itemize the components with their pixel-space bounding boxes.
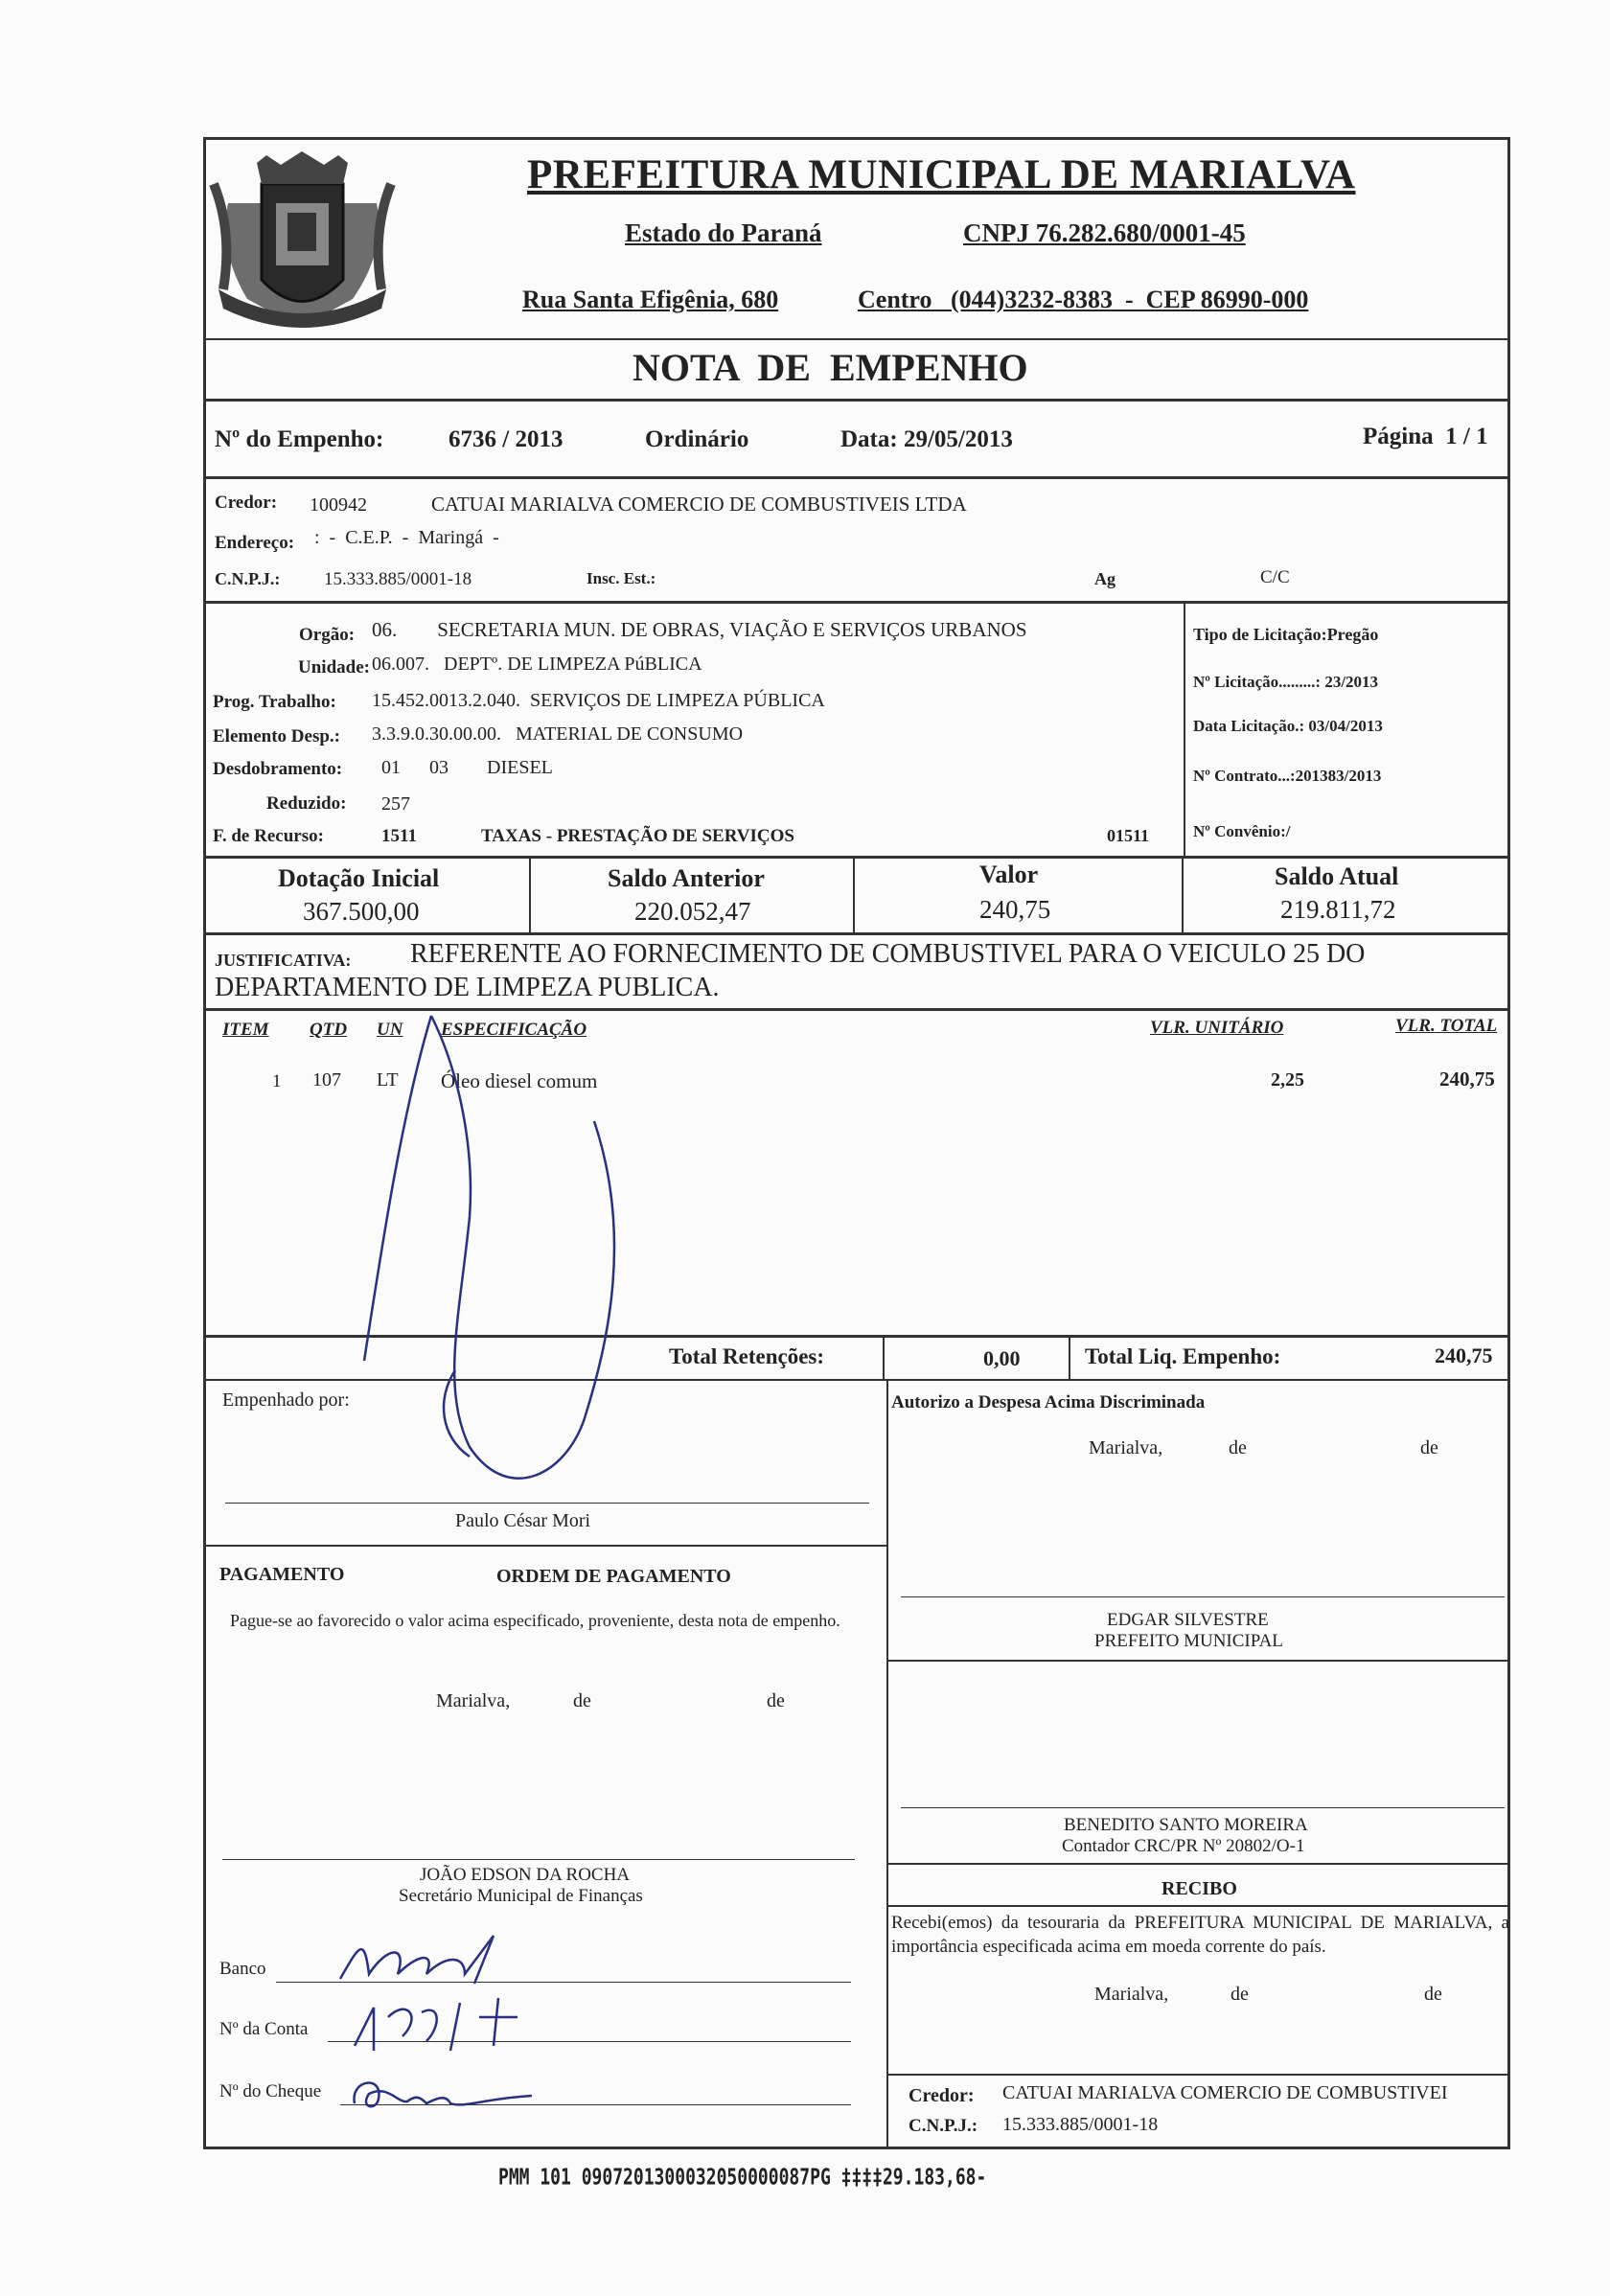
recibo-title: RECIBO bbox=[1162, 1878, 1237, 1899]
header-cnpj: CNPJ 76.282.680/0001-45 bbox=[963, 218, 1246, 247]
secretario-role: Secretário Municipal de Finanças bbox=[399, 1886, 643, 1906]
secretario-name: JOÃO EDSON DA ROCHA bbox=[420, 1865, 631, 1885]
col-un: UN bbox=[377, 1020, 403, 1040]
liq-empenho-value: 240,75 bbox=[1435, 1343, 1493, 1367]
cnpj-label: C.N.P.J.: bbox=[215, 569, 281, 588]
document-title: NOTA DE EMPENHO bbox=[632, 346, 1028, 389]
valor-value: 240,75 bbox=[979, 895, 1051, 924]
empenho-number: 6736 / 2013 bbox=[448, 426, 564, 452]
desdobramento-label: Desdobramento: bbox=[213, 759, 343, 779]
col-vlr-total: VLR. TOTAL bbox=[1395, 1016, 1498, 1036]
recurso-desc: TAXAS - PRESTAÇÃO DE SERVIÇOS bbox=[481, 826, 794, 846]
credor-cnpj: 15.333.885/0001-18 bbox=[324, 569, 472, 589]
insc-est-label: Insc. Est.: bbox=[586, 569, 656, 587]
retencoes-label: Total Retenções: bbox=[669, 1344, 825, 1368]
orgao-label: Orgão: bbox=[299, 625, 356, 645]
empenhado-por-label: Empenhado por: bbox=[222, 1389, 350, 1411]
recibo-text: Recebi(emos) da tesouraria da PREFEITURA MUNICIPAL DE MARIALVA, a importância especificada acima em moeda corrente do país. bbox=[891, 1913, 1509, 1957]
cheque-signature bbox=[340, 2065, 551, 2118]
state-name: Estado do Paraná bbox=[625, 218, 822, 247]
ag-label: Ag bbox=[1094, 569, 1116, 588]
desdobramento: 01 03 DIESEL bbox=[381, 757, 553, 778]
banco-label: Banco bbox=[219, 1959, 266, 1979]
pagamento-place: Marialva, bbox=[436, 1690, 511, 1711]
header-address: Rua Santa Efigênia, 680 bbox=[522, 286, 779, 313]
recibo-place: Marialva, bbox=[1094, 1984, 1169, 2005]
autorizo-de2: de bbox=[1420, 1437, 1438, 1458]
header-address-rest: Centro (044)3232-8383 - CEP 86990-000 bbox=[858, 286, 1309, 313]
footer-code: PMM 101 0907201300032050000087PG ‡‡‡‡29.183,68- bbox=[498, 2164, 987, 2192]
saldo-atual-label: Saldo Atual bbox=[1275, 862, 1399, 890]
recurso-code: 01511 bbox=[1107, 826, 1150, 845]
elemento-label: Elemento Desp.: bbox=[213, 726, 340, 746]
item-vlr-unitario: 2,25 bbox=[1271, 1069, 1304, 1091]
justificativa-line2: DEPARTAMENTO DE LIMPEZA PUBLICA. bbox=[215, 973, 720, 1002]
pagamento-text: Pague-se ao favorecido o valor acima especificado, proveniente, desta nota de empenho. bbox=[230, 1611, 840, 1630]
page-number: Página 1 / 1 bbox=[1363, 424, 1488, 449]
municipality-title: PREFEITURA MUNICIPAL DE MARIALVA bbox=[527, 152, 1356, 197]
recurso: 1511 bbox=[381, 826, 417, 846]
account-signature bbox=[335, 1988, 565, 2060]
justificativa-label: JUSTIFICATIVA: bbox=[215, 951, 352, 970]
numero-contrato: Nº Contrato...:201383/2013 bbox=[1193, 767, 1382, 785]
col-item: ITEM bbox=[222, 1020, 269, 1040]
col-qtd: QTD bbox=[310, 1020, 348, 1040]
autorizo-label: Autorizo a Despesa Acima Discriminada bbox=[891, 1392, 1206, 1412]
recibo-de1: de bbox=[1230, 1984, 1249, 2005]
empenho-number-label: Nº do Empenho: bbox=[215, 426, 384, 452]
numero-convenio: Nº Convênio:/ bbox=[1193, 822, 1291, 840]
empenho-type: Ordinário bbox=[645, 426, 749, 452]
handwritten-signature-mark bbox=[345, 997, 652, 1495]
recurso-label: F. de Recurso: bbox=[213, 826, 324, 846]
item-vlr-total: 240,75 bbox=[1439, 1068, 1495, 1091]
dotacao-label: Dotação Inicial bbox=[278, 864, 440, 892]
cheque-label: Nº do Cheque bbox=[219, 2081, 322, 2101]
prog-trabalho: 15.452.0013.2.040. SERVIÇOS DE LIMPEZA PÚBLICA bbox=[372, 690, 825, 711]
bank-signature bbox=[331, 1926, 513, 1993]
pagamento-de2: de bbox=[767, 1690, 785, 1711]
col-especificacao: ESPECIFICAÇÃO bbox=[441, 1020, 587, 1040]
item-especificacao: Óleo diesel comum bbox=[441, 1069, 598, 1092]
rodape-credor-label: Credor: bbox=[908, 2085, 975, 2106]
recibo-de2: de bbox=[1424, 1984, 1442, 2005]
credor-label: Credor: bbox=[215, 493, 278, 513]
data-licitacao: Data Licitação.: 03/04/2013 bbox=[1193, 717, 1383, 735]
pagamento-label: PAGAMENTO bbox=[219, 1564, 345, 1585]
numero-licitacao: Nº Licitação.........: 23/2013 bbox=[1193, 673, 1379, 691]
retencoes-value: 0,00 bbox=[983, 1346, 1021, 1370]
reduzido: 257 bbox=[381, 793, 410, 815]
item-number: 1 bbox=[272, 1071, 282, 1091]
contador-name: BENEDITO SANTO MOREIRA bbox=[1064, 1815, 1308, 1835]
empenho-date: Data: 29/05/2013 bbox=[840, 426, 1013, 452]
col-vlr-unitario: VLR. UNITÁRIO bbox=[1150, 1018, 1284, 1038]
dotacao-value: 367.500,00 bbox=[303, 897, 420, 926]
prefeito-name: EDGAR SILVESTRE bbox=[1107, 1610, 1269, 1630]
credor-code: 100942 bbox=[310, 494, 367, 516]
rodape-cnpj: 15.333.885/0001-18 bbox=[1002, 2114, 1159, 2135]
conta-label: Nº da Conta bbox=[219, 2019, 309, 2039]
valor-label: Valor bbox=[979, 861, 1039, 888]
unidade: 06.007. DEPTº. DE LIMPEZA PúBLICA bbox=[372, 654, 702, 675]
tipo-licitacao: Tipo de Licitação:Pregão bbox=[1193, 625, 1379, 644]
empenhado-por-name: Paulo César Mori bbox=[455, 1510, 591, 1531]
justificativa-line1: REFERENTE AO FORNECIMENTO DE COMBUSTIVEL PARA O VEICULO 25 DO bbox=[410, 939, 1366, 969]
unidade-label: Unidade: bbox=[298, 657, 370, 677]
cc-label: C/C bbox=[1260, 567, 1290, 587]
liq-empenho-label: Total Liq. Empenho: bbox=[1085, 1344, 1281, 1368]
contador-role: Contador CRC/PR Nº 20802/O-1 bbox=[1062, 1836, 1305, 1856]
rodape-credor-name: CATUAI MARIALVA COMERCIO DE COMBUSTIVEI bbox=[1002, 2082, 1448, 2103]
saldo-anterior-value: 220.052,47 bbox=[634, 897, 751, 926]
item-un: LT bbox=[377, 1069, 399, 1091]
orgao: 06. SECRETARIA MUN. DE OBRAS, VIAÇÃO E SERVIÇOS URBANOS bbox=[372, 618, 1027, 641]
address-label: Endereço: bbox=[215, 533, 295, 553]
ordem-pagamento-label: ORDEM DE PAGAMENTO bbox=[496, 1566, 731, 1587]
saldo-atual-value: 219.811,72 bbox=[1280, 895, 1396, 924]
prefeito-role: PREFEITO MUNICIPAL bbox=[1094, 1631, 1283, 1651]
reduzido-label: Reduzido: bbox=[266, 793, 347, 814]
item-qtd: 107 bbox=[312, 1069, 341, 1091]
autorizo-de1: de bbox=[1229, 1437, 1247, 1458]
elemento: 3.3.9.0.30.00.00. MATERIAL DE CONSUMO bbox=[372, 723, 744, 745]
saldo-anterior-label: Saldo Anterior bbox=[608, 864, 765, 892]
rodape-cnpj-label: C.N.P.J.: bbox=[908, 2116, 978, 2136]
municipal-crest-logo bbox=[209, 146, 396, 337]
credor-name: CATUAI MARIALVA COMERCIO DE COMBUSTIVEIS LTDA bbox=[431, 493, 967, 516]
prog-trabalho-label: Prog. Trabalho: bbox=[213, 692, 336, 712]
autorizo-place: Marialva, bbox=[1089, 1437, 1163, 1458]
pagamento-de1: de bbox=[573, 1690, 591, 1711]
credor-address: : - C.E.P. - Maringá - bbox=[314, 527, 499, 548]
